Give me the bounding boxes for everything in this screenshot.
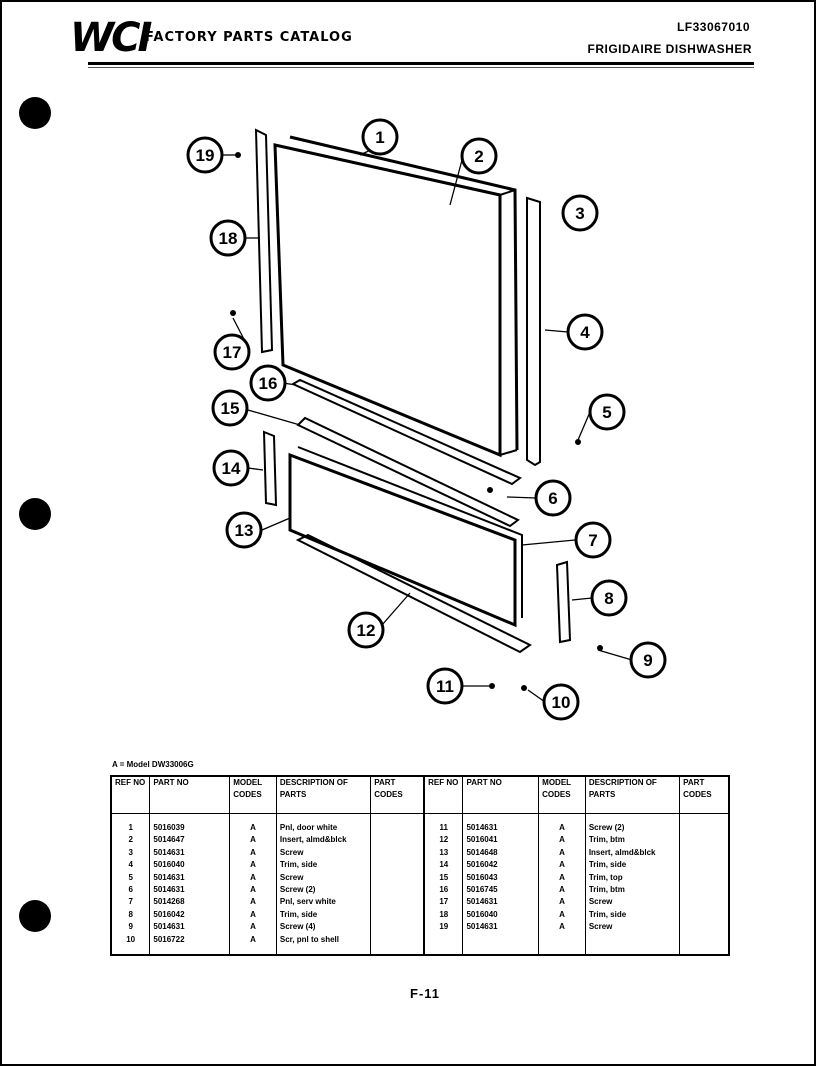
part-description: Screw [276,847,370,859]
model-code: A [230,934,277,946]
ref-no: 7 [111,896,150,908]
part-no: 5014631 [463,822,539,834]
callout-label-10: 10 [551,693,571,712]
part-description: Trim, btm [585,884,679,896]
catalog-title: FACTORY PARTS CATALOG [145,30,353,45]
callout-label-3: 3 [575,204,585,223]
part-code [371,909,424,921]
header-part-no-right: PART NO [463,776,539,814]
callout-label-13: 13 [234,521,254,540]
part-no: 5016042 [463,859,539,871]
part-description: Trim, side [276,859,370,871]
table-row [111,909,729,921]
model-code: A [539,896,586,908]
model-code: A [230,884,277,896]
side-trim-small-left [264,432,276,505]
part-code [680,921,729,933]
header-ref-no-right: REF NO [424,776,463,814]
ref-no: 9 [111,921,150,933]
part-code [371,822,424,834]
part-description: Screw (2) [276,884,370,896]
header-description: DESCRIPTION OF PARTS [276,776,370,814]
part-description: Screw [276,872,370,884]
part-code [680,896,729,908]
callout-label-14: 14 [221,459,241,478]
part-no: 5016745 [463,884,539,896]
bottom-trim-lower [298,535,530,652]
header-model-codes-right: MODEL CODES [539,776,586,814]
part-description: Screw (2) [585,822,679,834]
model-code: A [230,872,277,884]
part-code [371,859,424,871]
part-description: Trim, top [585,872,679,884]
door-panel [275,145,500,455]
binder-hole-bottom [19,900,51,932]
model-note: A = Model DW33006G [112,760,194,769]
model-code: A [230,847,277,859]
screw-9 [597,645,603,651]
part-description: Trim, side [276,909,370,921]
side-trim-left [256,130,272,352]
header-model-codes: MODEL CODES [230,776,277,814]
part-no: 5014631 [463,921,539,933]
part-code [680,847,729,859]
ref-no: 13 [424,847,463,859]
part-no: 5016042 [150,909,230,921]
model-code: A [230,822,277,834]
callout-label-9: 9 [643,651,653,670]
callout-label-19: 19 [195,146,215,165]
ref-no: 14 [424,859,463,871]
part-description: Screw [585,921,679,933]
header-description-right: DESCRIPTION OF PARTS [585,776,679,814]
product-name: FRIGIDAIRE DISHWASHER [587,42,752,56]
part-code [680,884,729,896]
part-description: Pnl, serv white [276,896,370,908]
model-code: A [539,909,586,921]
model-code: A [539,884,586,896]
part-description: Screw [585,896,679,908]
ref-no: 5 [111,872,150,884]
ref-no: 3 [111,847,150,859]
page-number: F-11 [410,986,441,1001]
ref-no [424,934,463,946]
ref-no: 17 [424,896,463,908]
part-no: 5016041 [463,834,539,846]
part-description: Trim, side [585,859,679,871]
ref-no: 12 [424,834,463,846]
parts-table [110,775,730,956]
model-code: A [539,859,586,871]
model-code: A [539,921,586,933]
ref-no: 1 [111,822,150,834]
model-code: A [230,909,277,921]
table-row [111,859,729,871]
header-part-codes: PART CODES [371,776,424,814]
service-panel [290,455,515,625]
callout-label-1: 1 [375,128,385,147]
model-code: A [230,921,277,933]
header-part-codes-right: PART CODES [680,776,729,814]
ref-no: 11 [424,822,463,834]
callout-label-17: 17 [222,343,242,362]
part-no: 5014631 [150,847,230,859]
part-code [680,934,729,946]
callout-label-4: 4 [580,323,590,342]
model-code: A [539,872,586,884]
callout-label-7: 7 [588,531,598,550]
table-row [111,884,729,896]
part-description: Insert, almd&blck [585,847,679,859]
part-no: 5014631 [150,884,230,896]
part-code [371,884,424,896]
part-code [371,847,424,859]
ref-no: 16 [424,884,463,896]
model-code: A [539,834,586,846]
part-no: 5016039 [150,822,230,834]
callout-label-5: 5 [602,403,612,422]
screw-11 [489,683,495,689]
door-panel-frame [290,137,517,450]
ref-no: 4 [111,859,150,871]
part-no: 5016040 [150,859,230,871]
side-trim-small-right [557,562,570,642]
callout-label-6: 6 [548,489,558,508]
screw-17 [230,310,236,316]
part-code [680,822,729,834]
table-row [111,872,729,884]
table-row [111,822,729,834]
part-no: 5014631 [150,921,230,933]
table-header-row [111,776,729,814]
part-no: 5014648 [463,847,539,859]
callout-label-18: 18 [218,229,238,248]
part-code [680,909,729,921]
model-code: A [539,847,586,859]
part-no [463,934,539,946]
callout-label-2: 2 [474,147,484,166]
table-row [111,934,729,946]
ref-no: 8 [111,909,150,921]
model-code: A [230,896,277,908]
ref-no: 10 [111,934,150,946]
callout-label-11: 11 [436,677,454,696]
header-part-no: PART NO [150,776,230,814]
part-code [371,896,424,908]
callout-label-12: 12 [356,621,376,640]
part-description [585,934,679,946]
part-description: Trim, btm [585,834,679,846]
part-no: 5014631 [463,896,539,908]
ref-no: 6 [111,884,150,896]
ref-no: 18 [424,909,463,921]
callout-label-15: 15 [220,399,240,418]
callout-label-8: 8 [604,589,614,608]
model-code: A [230,859,277,871]
model-code: A [230,834,277,846]
table-row [111,834,729,846]
screw-10 [521,685,527,691]
part-description: Screw (4) [276,921,370,933]
part-code [680,872,729,884]
callout-label-16: 16 [258,374,278,393]
part-no: 5016043 [463,872,539,884]
part-code [680,859,729,871]
part-code [371,872,424,884]
part-no: 5016040 [463,909,539,921]
model-code: A [539,822,586,834]
part-description: Pnl, door white [276,822,370,834]
part-code [371,834,424,846]
side-trim-right [527,198,540,465]
table-row [111,896,729,908]
part-no: 5014631 [150,872,230,884]
table-row [111,847,729,859]
ref-no: 19 [424,921,463,933]
screw-19 [235,152,241,158]
part-code [371,921,424,933]
screw-5 [575,439,581,445]
wci-logo: WCI [70,15,150,61]
part-code [680,834,729,846]
part-description: Trim, side [585,909,679,921]
part-no: 5014268 [150,896,230,908]
part-no: 5016722 [150,934,230,946]
part-description: Scr, pnl to shell [276,934,370,946]
ref-no: 15 [424,872,463,884]
part-code [371,934,424,946]
part-description: Insert, almd&blck [276,834,370,846]
ref-no: 2 [111,834,150,846]
header-ref-no: REF NO [111,776,150,814]
model-code [539,934,586,946]
table-row [111,921,729,933]
part-no: 5014647 [150,834,230,846]
screw-6 [487,487,493,493]
model-number: LF33067010 [676,20,750,34]
